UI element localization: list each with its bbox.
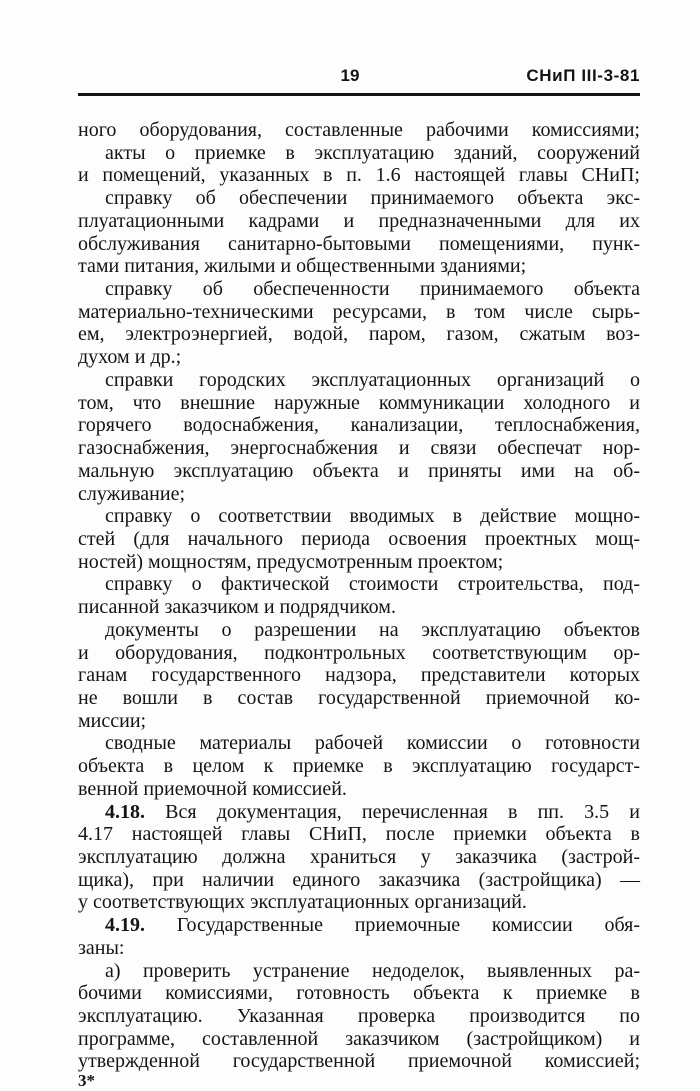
text-line: ем, электроэнергией, водой, паром, газом, сжатым воз- <box>78 323 640 346</box>
text-line: щика), при наличии единого заказчика (застройщика) — <box>78 868 640 891</box>
paragraph <box>78 732 640 800</box>
text-line: заны: <box>78 936 125 959</box>
body-text <box>78 119 640 1073</box>
document-code: СНиП III-3-81 <box>526 66 640 85</box>
text-line: сводные материалы рабочей комиссии о готовности <box>105 732 640 755</box>
clause-paragraph <box>78 914 640 959</box>
text-line: бочими комиссиями, готовность объекта к приемке в <box>78 982 640 1005</box>
clause-paragraph <box>78 801 640 915</box>
text-line: газоснабжения, энергоснабжения и связи обеспечат нор- <box>78 437 640 460</box>
text-line: и помещений, указанных в п. 1.6 настоящей главы СНиП; <box>78 164 640 187</box>
text-line: эксплуатацию. Указанная проверка производится по <box>78 1005 640 1028</box>
paragraph <box>78 119 640 142</box>
clause-text: Вся документация, перечисленная в пп. 3.5 и <box>165 800 640 823</box>
text-line: и оборудования, подконтрольных соответствующим ор- <box>78 641 640 664</box>
text-line: справку о фактической стоимости строительства, под- <box>105 573 640 596</box>
paragraph <box>78 573 640 618</box>
text-line: справки городских эксплуатационных организаций о <box>105 368 640 391</box>
text-line: объекта в целом к приемке в эксплуатацию государст- <box>78 755 640 778</box>
text-line: 4.17 настоящей главы СНиП, после приемки объекта в <box>78 823 640 846</box>
header-rule <box>78 93 640 96</box>
text-line: справку о соответствии вводимых в действие мощно- <box>105 505 640 528</box>
clause-number: 4.19. <box>105 914 145 937</box>
text-line: миссии; <box>78 709 147 732</box>
text-line: справку об обеспеченности принимаемого объекта <box>105 278 640 301</box>
page-number: 19 <box>340 66 360 85</box>
text-line: программе, составленной заказчиком (застройщиком) и <box>78 1027 640 1050</box>
text-line: служивание; <box>78 482 186 505</box>
text-line: справку об обеспечении принимаемого объекта экс- <box>105 187 640 210</box>
text-line: а) проверить устранение недоделок, выявленных ра- <box>105 959 640 982</box>
paragraph <box>78 619 640 733</box>
text-line: писанной заказчиком и подрядчиком. <box>78 596 396 619</box>
text-line: акты о приемке в эксплуатацию зданий, сооружений <box>105 141 640 164</box>
text-line: том, что внешние наружные коммуникации холодного и <box>78 391 640 414</box>
paragraph <box>78 369 640 505</box>
text-line: ганам государственного надзора, представители которых <box>78 664 640 687</box>
text-line <box>78 801 640 824</box>
paragraph <box>78 960 640 1074</box>
text-line: обслуживания санитарно-бытовыми помещениями, пунк- <box>78 232 640 255</box>
paragraph <box>78 278 640 369</box>
clause-number: 4.18. <box>105 800 145 823</box>
paragraph <box>78 505 640 573</box>
text-line: мальную эксплуатацию объекта и приняты ими на об- <box>78 459 640 482</box>
text-line: плуатационными кадрами и предназначенными для их <box>78 209 640 232</box>
text-line: венной приемочной комиссией. <box>78 777 347 800</box>
signature-mark: 3* <box>78 1071 95 1090</box>
clause-text: Государственные приемочные комиссии обя- <box>176 914 640 937</box>
text-line: ного оборудования, составленные рабочими комиссиями; <box>78 119 640 141</box>
text-line: документы о разрешении на эксплуатацию объектов <box>105 618 640 641</box>
paragraph <box>78 142 640 187</box>
text-line: не вошли в состав государственной приемочной ко- <box>78 686 640 709</box>
text-line: тами питания, жилыми и общественными зданиями; <box>78 255 527 278</box>
text-line: утвержденной государственной приемочной комиссией; <box>78 1050 640 1073</box>
text-line: у соответствующих эксплуатационных организаций. <box>78 891 527 914</box>
text-line: горячего водоснабжения, канализации, теплоснабжения, <box>78 414 640 437</box>
paragraph <box>78 187 640 278</box>
text-line: материально-техническими ресурсами, в том числе сырь- <box>78 300 640 323</box>
text-line: ностей) мощностям, предусмотренным проектом; <box>78 550 504 573</box>
text-line <box>78 914 640 937</box>
text-line: стей (для начального периода освоения проектных мощ- <box>78 527 640 550</box>
text-line: духом и др.; <box>78 346 182 369</box>
text-line: эксплуатацию должна храниться у заказчика (застрой- <box>78 846 640 868</box>
